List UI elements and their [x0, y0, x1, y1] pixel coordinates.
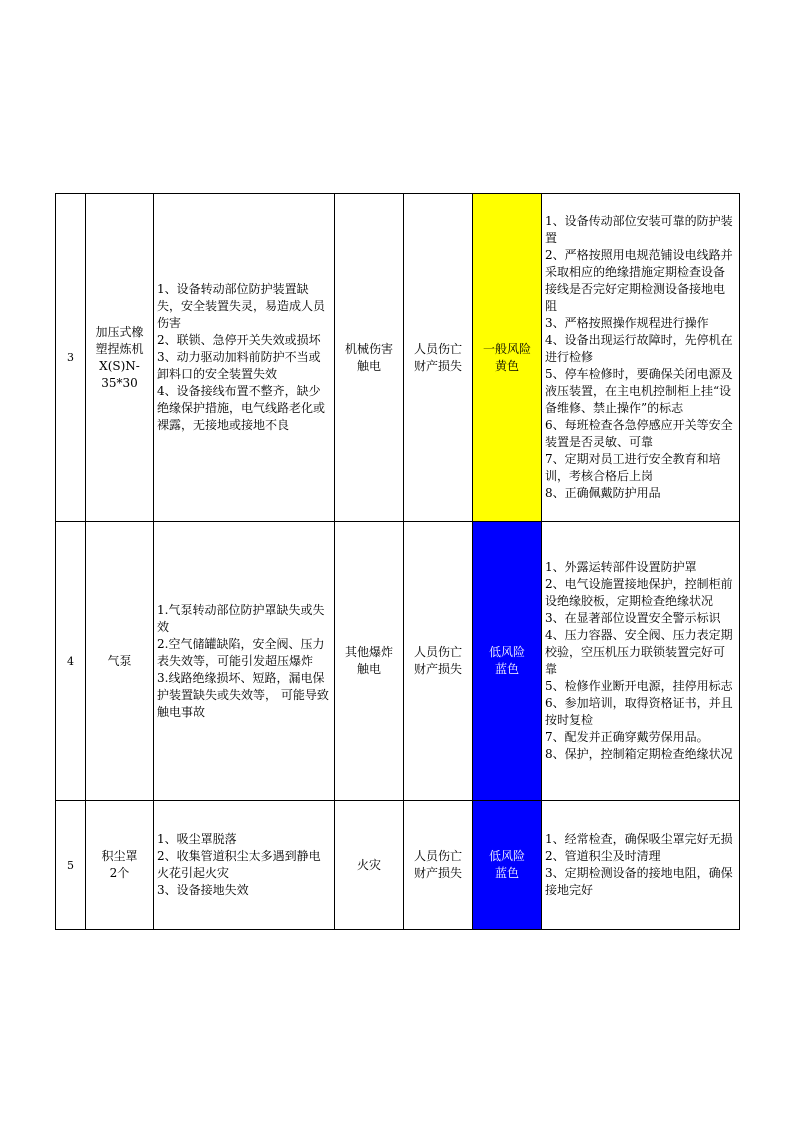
table-row: [56, 194, 740, 522]
measure-item: 6、每班检查各急停感应开关等安全装置是否灵敏、可靠: [545, 418, 733, 449]
accident-type-line: 火灾: [356, 857, 381, 872]
risk-assessment-table: [55, 193, 740, 930]
consequence-line: 财产损失: [413, 662, 462, 676]
hazard-description: [154, 801, 335, 930]
measure-item: 2、电气设施置接地保护，控制柜前设绝缘胶板，定期检查绝缘状况: [545, 577, 733, 608]
row-number: 5: [56, 801, 86, 930]
risk-level-label: 低风险: [488, 645, 525, 659]
equipment-name-line: 加压式橡: [95, 324, 144, 339]
risk-level-label: 一般风险: [482, 341, 531, 356]
table-row: [56, 801, 740, 930]
risk-level-label: 低风险: [488, 849, 525, 863]
risk-color-label: 蓝色: [494, 866, 519, 880]
risk-level-cell: [473, 801, 542, 930]
accident-type-line: 触电: [356, 358, 381, 373]
consequence: [404, 194, 473, 522]
consequence-line: 人员伤亡: [413, 341, 462, 356]
hazard-item: 3、设备接地失效: [157, 883, 249, 897]
equipment-name: [86, 801, 154, 930]
equipment-name: [86, 522, 154, 801]
accident-type: [335, 194, 404, 522]
consequence: [404, 522, 473, 801]
accident-type-line: 机械伤害: [344, 341, 393, 356]
measure-item: 6、参加培训，取得资格证书，并且按时复检: [545, 696, 733, 727]
measure-item: 4、压力容器、安全阀、压力表定期校验，空压机压力联锁装置完好可靠: [545, 628, 733, 676]
measure-item: 4、设备出现运行故障时，先停机在进行检修: [545, 333, 733, 364]
equipment-name-line: 2个: [109, 866, 130, 880]
control-measures: [542, 194, 740, 522]
consequence-line: 财产损失: [413, 866, 462, 880]
hazard-description: [154, 194, 335, 522]
equipment-name-line: 塑捏炼机: [95, 341, 144, 356]
risk-color-label: 蓝色: [494, 662, 519, 676]
accident-type-line: 其他爆炸: [344, 645, 393, 659]
measure-item: 8、保护，控制箱定期检查绝缘状况: [545, 747, 733, 761]
consequence-line: 人员伤亡: [413, 849, 462, 863]
hazard-item: 2、联锁、急停开关失效或损坏: [157, 333, 321, 347]
equipment-name-line: 35*30: [101, 375, 138, 390]
equipment-name-line: X(S)N-: [99, 358, 140, 373]
measure-item: 3、定期检测设备的接地电阻，确保接地完好: [545, 866, 733, 897]
hazard-item: 3.线路绝缘损坏、短路，漏电保护装置缺失或失效等， 可能导致触电事故: [157, 670, 329, 719]
risk-level-cell: [473, 194, 542, 522]
control-measures: [542, 522, 740, 801]
measure-item: 3、严格按照操作规程进行操作: [545, 316, 709, 330]
risk-color-label: 黄色: [494, 358, 519, 373]
measure-item: 8、正确佩戴防护用品: [545, 486, 661, 500]
control-measures: [542, 801, 740, 930]
hazard-item: 2、收集管道积尘太多遇到静电火花引起火灾: [157, 849, 321, 880]
measure-item: 7、配发并正确穿戴劳保用品。: [545, 730, 709, 744]
measure-item: 1、经常检查，确保吸尘罩完好无损: [545, 832, 733, 846]
hazard-item: 2.空气储罐缺陷，安全阀、压力表失效等，可能引发超压爆炸: [157, 636, 325, 668]
equipment-name-line: 积尘罩: [101, 849, 138, 863]
consequence: [404, 801, 473, 930]
measure-item: 2、严格按照用电规范铺设电线路并采取相应的绝缘措施定期检查设备接线是否完好定期检测设备接地电阻: [545, 248, 733, 313]
row-number: 4: [56, 522, 86, 801]
consequence-line: 财产损失: [413, 358, 462, 373]
equipment-name: [86, 194, 154, 522]
hazard-description: [154, 522, 335, 801]
consequence-line: 人员伤亡: [413, 645, 462, 659]
accident-type: [335, 801, 404, 930]
hazard-item: 1、设备转动部位防护装置缺失，安全装置失灵，易造成人员伤害: [157, 282, 326, 330]
measure-item: 5、停车检修时，要确保关闭电源及液压装置，在主电机控制柜上挂“设备维修、禁止操作”的标志: [545, 367, 733, 415]
hazard-item: 4、设备接线布置不整齐，缺少绝缘保护措施，电气线路老化或裸露，无接地或接地不良: [157, 384, 326, 432]
measure-item: 5、检修作业断开电源，挂停用标志: [545, 679, 733, 693]
hazard-item: 1.气泵转动部位防护罩缺失或失效: [157, 602, 325, 634]
accident-type: [335, 522, 404, 801]
equipment-name-line: 气泵: [107, 653, 132, 668]
risk-level-cell: [473, 522, 542, 801]
hazard-item: 3、动力驱动加料前防护不当或卸料口的安全装置失效: [157, 350, 321, 381]
row-number: 3: [56, 194, 86, 522]
measure-item: 1、设备传动部位安装可靠的防护装置: [545, 214, 733, 245]
measure-item: 2、管道积尘及时清理: [545, 849, 661, 863]
table-row: [56, 522, 740, 801]
hazard-item: 1、吸尘罩脱落: [157, 832, 237, 846]
measure-item: 3、在显著部位设置安全警示标识: [545, 611, 721, 625]
measure-item: 1、外露运转部件设置防护罩: [545, 560, 697, 574]
measure-item: 7、定期对员工进行安全教育和培训，考核合格后上岗: [545, 452, 721, 483]
accident-type-line: 触电: [356, 662, 381, 676]
